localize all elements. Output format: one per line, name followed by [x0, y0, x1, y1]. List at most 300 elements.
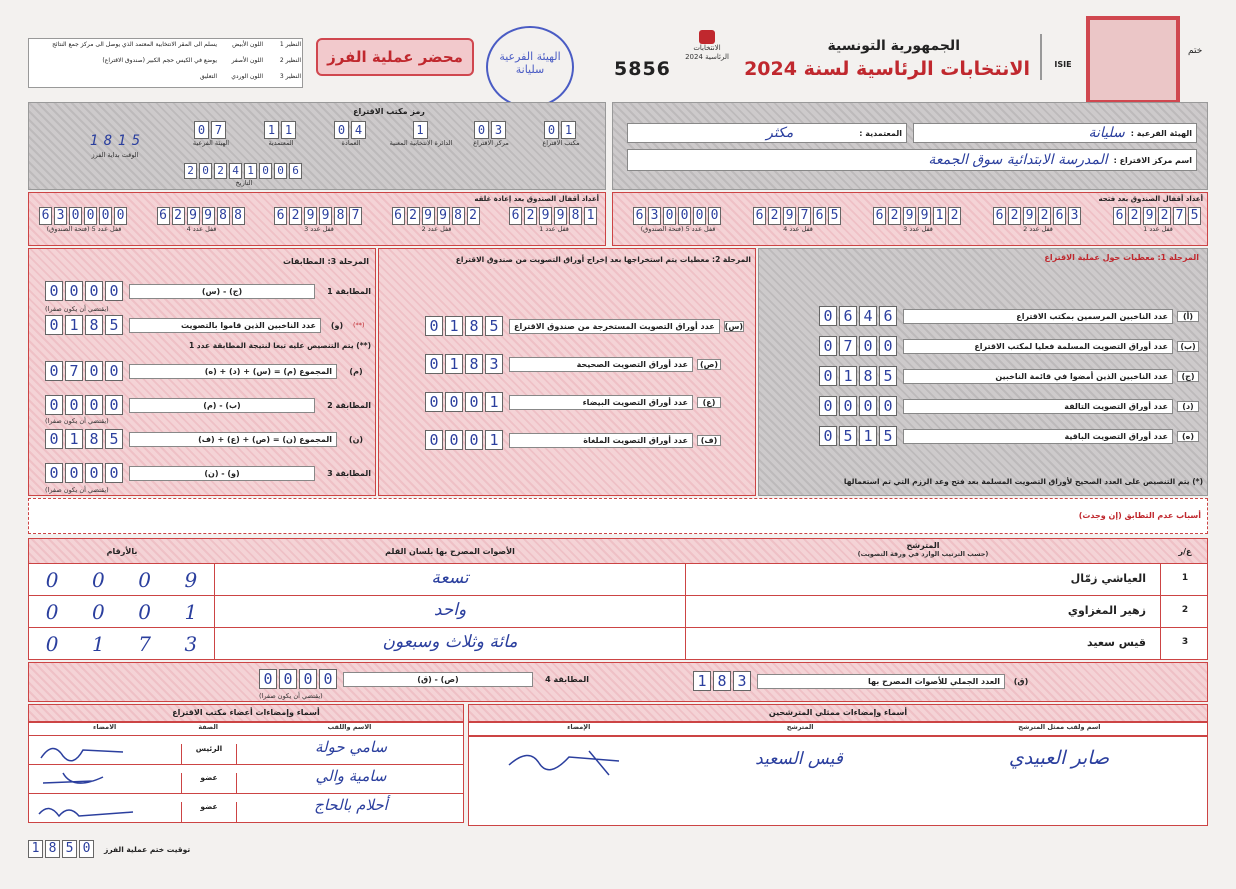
digit: 0 [45, 463, 63, 483]
stage1-digits [819, 306, 899, 326]
stage2-label: عدد أوراق التصويت المستخرجة من صندوق الاقتراع [509, 319, 720, 334]
election-logo-text: الانتخابات الرئاسية 2024 [685, 44, 729, 61]
seals-before-block [612, 192, 1208, 246]
seal-label: قفل عدد 4 [783, 225, 813, 233]
digit: 0 [663, 207, 676, 225]
digit: 2 [1008, 207, 1021, 225]
digit: 2 [888, 207, 901, 225]
stage3-block [28, 248, 376, 496]
mismatch-row [28, 498, 1208, 534]
digit: 5 [839, 426, 857, 446]
candidate-row [28, 628, 1208, 660]
stage1-title: المرحلة 1: معطيات حول عملية الاقتراع [1044, 253, 1199, 262]
candidate-name: العياشي زمّال [685, 564, 1161, 595]
center-label: اسم مركز الاقتراع : [1113, 155, 1192, 165]
digit: 0 [92, 567, 105, 592]
seal-label: قفل عدد 2 [421, 225, 452, 233]
digit: 2 [407, 207, 420, 225]
member-signature-icon [33, 796, 177, 820]
digit: 9 [184, 567, 198, 592]
digit: 6 [509, 207, 522, 225]
digit: 6 [993, 207, 1006, 225]
copy-desc: يوضع في الكيس حجم الكبير (صندوق الاقتراع) [102, 57, 217, 64]
seals-before-title: أعداد أقفال الصندوق بعد فتحه [1098, 195, 1203, 203]
match4-formula: (ص) - (ق) [343, 672, 533, 687]
stage2-digits [425, 430, 505, 450]
total-votes-label: العدد الجملي للأصوات المصرح بها [757, 674, 1005, 689]
digit: 6 [39, 207, 52, 225]
digit: 0 [839, 396, 857, 416]
digit: 0 [279, 669, 297, 689]
digit: 6 [274, 207, 287, 225]
seal-item [157, 207, 247, 245]
copy-color: اللون الوردي [231, 73, 263, 80]
seal-digits [753, 207, 843, 225]
seals-before-list [633, 207, 1203, 245]
seal-digits [633, 207, 723, 225]
stage2-digits [425, 354, 505, 374]
seal-item [873, 207, 963, 245]
seal-label: قفل عدد 5 (فتحة الصندوق) [46, 225, 122, 233]
stage3-title: المرحلة 3: المطابقات [282, 257, 369, 266]
digit: 5 [105, 315, 123, 335]
office-field-label: العمادة [341, 139, 361, 147]
digit: 6 [157, 207, 170, 225]
stage2-code: (ع) [697, 397, 721, 408]
seals-after-list [39, 207, 599, 245]
match3-label: المطابقة 3 [327, 468, 371, 478]
regional-code [69, 133, 161, 159]
stage2-block [378, 248, 756, 496]
member-name: أحلام بالحاج [314, 796, 388, 814]
digit: 2 [214, 163, 227, 179]
digit: 0 [138, 599, 151, 624]
digit: 0 [65, 281, 83, 301]
digit: 1 [445, 354, 463, 374]
digit: 8 [85, 429, 103, 449]
match4-digits [259, 669, 339, 689]
digit: 6 [813, 207, 826, 225]
seal-digits [157, 207, 247, 225]
cand-header [28, 538, 1208, 564]
digit: 2 [768, 207, 781, 225]
digit: 0 [85, 463, 103, 483]
members-header [28, 722, 464, 736]
signatures-block [28, 704, 1208, 826]
digit: 9 [319, 207, 332, 225]
republic-title: الجمهورية التونسية [827, 38, 960, 54]
digit: 0 [445, 392, 463, 412]
candidate-votes-digits [29, 596, 215, 627]
candidate-name: زهير المغزاوي [685, 596, 1161, 627]
seal-label: قفل عدد 1 [1143, 225, 1173, 233]
digit: 0 [425, 354, 443, 374]
digit: 0 [105, 361, 123, 381]
copy-label: النظير 2 [279, 57, 301, 64]
match1-digits [45, 281, 125, 301]
members-header-name: الاسم واللقب [327, 723, 372, 731]
stamp-text: الهيئة الفرعية سليانة [499, 50, 561, 76]
stage1-label: عدد أوراق التصويت التالفة [903, 399, 1173, 414]
digit: 2 [524, 207, 537, 225]
total-m-label: المجموع (م) = (س) + (د) + (ه) [129, 364, 337, 379]
digit: 0 [79, 840, 94, 858]
match1-note: (يقتضي أن يكون صفرا) [45, 305, 109, 313]
digit: 1 [485, 392, 503, 412]
match2-digits [45, 395, 125, 415]
isie-text: ISIE [1054, 60, 1072, 69]
digit: 0 [859, 336, 877, 356]
form-title: محضر عملية الفرز [316, 38, 474, 76]
match3-formula: (و) - (ن) [129, 466, 315, 481]
digit: 0 [544, 121, 559, 139]
digit: 5 [1188, 207, 1201, 225]
header-name [685, 541, 1161, 558]
office-field-label: الهيئة الفرعية [192, 139, 230, 147]
regional-code-digits [69, 133, 161, 151]
digit: 8 [85, 315, 103, 335]
digit: 7 [798, 207, 811, 225]
stage2-label: عدد أوراق التصويت البيضاء [509, 395, 693, 410]
total-votes-code: (ق) [1013, 676, 1029, 686]
digit: 8 [45, 840, 60, 858]
digit: 9 [783, 207, 796, 225]
reps-body [468, 736, 1208, 826]
digit: 8 [465, 316, 483, 336]
digit: 8 [217, 207, 230, 225]
member-row [28, 765, 464, 794]
digit: 6 [753, 207, 766, 225]
digit: 0 [445, 430, 463, 450]
digit: 2 [289, 207, 302, 225]
regional-field [913, 123, 1197, 143]
digit: 0 [819, 366, 837, 386]
candidate-votes-words: تسعة [431, 568, 469, 588]
office-field-digits [179, 121, 243, 139]
digit: 3 [491, 121, 506, 139]
end-time-label: توقيت ختم عملية الفرز [104, 844, 191, 854]
stage1-code: (أ) [1177, 311, 1199, 322]
end-time-digits [28, 840, 96, 858]
seal-item [753, 207, 843, 245]
digit: 1 [859, 426, 877, 446]
digit: 7 [839, 336, 857, 356]
digit: 7 [211, 121, 226, 139]
regional-code-label: الوقت بداية الفرز [91, 151, 139, 159]
members-header-sign: الامضاء [93, 723, 117, 731]
seal-digits [993, 207, 1083, 225]
stage2-row [425, 429, 721, 451]
match2-row [45, 393, 371, 417]
copy-color: اللون الأبيض [232, 41, 263, 48]
digit: 2 [948, 207, 961, 225]
digit: 5 [131, 133, 141, 149]
match2-note: (يقتضي أن يكون صفرا) [45, 417, 109, 425]
office-code-title: رمز مكتب الاقتراع [353, 107, 425, 116]
match1-formula: (ج) - (س) [129, 284, 315, 299]
voters-row [45, 313, 371, 337]
digit: 1 [65, 315, 83, 335]
header-digits: بالأرقام [106, 547, 138, 556]
digit: 6 [1113, 207, 1126, 225]
election-title: الانتخابات الرئاسية لسنة 2024 [744, 58, 1030, 80]
office-field-label: مكتب الاقتراع [542, 139, 580, 147]
member-name: سامي حولة [314, 738, 388, 756]
digit: 0 [138, 567, 151, 592]
digit: 0 [425, 430, 443, 450]
digit: 1 [92, 631, 105, 656]
digit: 0 [45, 395, 63, 415]
digit: 2 [1158, 207, 1171, 225]
digit: 6 [1053, 207, 1066, 225]
match1-row [45, 279, 371, 303]
member-row [28, 794, 464, 823]
match4-note: (يقتضي أن يكون صفرا) [259, 692, 323, 700]
digit: 0 [879, 396, 897, 416]
digit: 9 [1143, 207, 1156, 225]
office-field-digits [459, 121, 523, 139]
office-field-digits [389, 121, 453, 139]
digit: 8 [232, 207, 245, 225]
header-name-text: المترشح [906, 541, 940, 550]
match3-digits [45, 463, 125, 483]
office-field-label: المعتمدية [268, 139, 294, 147]
digit: 3 [733, 671, 751, 691]
rep-name: صابر العبيدي [1008, 747, 1110, 769]
digit: 4 [229, 163, 242, 179]
stage1-digits [819, 396, 899, 416]
members-rows [28, 736, 464, 826]
digit: 7 [1173, 207, 1186, 225]
reps-header [468, 722, 1208, 736]
stage1-code: (د) [1177, 401, 1199, 412]
digit: 9 [539, 207, 552, 225]
digit: 0 [465, 430, 483, 450]
digit: 0 [425, 316, 443, 336]
stage1-label: عدد الناخبين الذين أمضوا في قائمة الناخبين [903, 369, 1173, 384]
digit: 0 [84, 207, 97, 225]
stage2-row [425, 315, 744, 337]
cand-rows [28, 564, 1208, 662]
stage1-code: (ج) [1177, 371, 1199, 382]
digit: 4 [351, 121, 366, 139]
digit: 0 [92, 599, 105, 624]
date-label: التاريخ [235, 179, 253, 187]
digit: 8 [859, 366, 877, 386]
digit: 0 [859, 396, 877, 416]
stage2-code: (س) [724, 321, 744, 331]
candidate-number: 3 [1181, 637, 1189, 647]
digit: 0 [819, 306, 837, 326]
rep-signature-icon [499, 743, 649, 779]
stage1-row [819, 395, 1199, 417]
total-m-code: (م) [349, 366, 363, 376]
seals-after-title: أعداد أقفال الصندوق بعد إعادة غلقه [474, 195, 599, 203]
members-title-bar [28, 704, 464, 722]
stage2-rows [425, 315, 744, 465]
delegation-label: المعتمدية : [859, 128, 902, 138]
seal-label: قفل عدد 3 [304, 225, 334, 233]
member-role: عضو [181, 773, 237, 793]
digit: 3 [485, 354, 503, 374]
digit: 0 [693, 207, 706, 225]
digit: 0 [819, 426, 837, 446]
seal-digits [509, 207, 599, 225]
digit: 1 [485, 430, 503, 450]
match1-label: المطابقة 1 [327, 286, 371, 296]
digit: 1 [244, 163, 257, 179]
digit: 0 [819, 336, 837, 356]
member-role: الرئيس [181, 744, 237, 764]
total-m-digits [45, 361, 125, 381]
red-seal-icon [1086, 16, 1180, 104]
digit: 0 [708, 207, 721, 225]
stage1-digits [819, 336, 899, 356]
total-m-row [45, 359, 371, 383]
copy-color: اللون الأصفر [231, 57, 263, 64]
copy-row [29, 41, 304, 55]
digit: 0 [299, 669, 317, 689]
digit: 0 [319, 669, 337, 689]
seals-after-block [28, 192, 606, 246]
total-n-label: المجموع (ن) = (ص) + (ع) + (ف) [129, 432, 337, 447]
member-signature-icon [33, 767, 177, 791]
digit: 0 [45, 281, 63, 301]
digit: 2 [184, 163, 197, 179]
digit: 0 [85, 361, 103, 381]
digit: 9 [918, 207, 931, 225]
digit: 3 [184, 631, 198, 656]
seal-digits [392, 207, 482, 225]
stage2-title: المرحلة 2: معطيات يتم استخراجها بعد إخراج أوراق التصويت من صندوق الاقتراع [455, 255, 751, 264]
match2-formula: (ب) - (م) [129, 398, 315, 413]
office-field [389, 121, 453, 147]
reps-title-bar [468, 704, 1208, 722]
stage1-row [819, 305, 1199, 327]
stage2-code: (ف) [697, 435, 721, 446]
total-n-digits [45, 429, 125, 449]
center-value: المدرسة الابتدائية سوق الجمعة [928, 152, 1108, 168]
digit: 0 [425, 392, 443, 412]
digit: 2 [172, 207, 185, 225]
digit: 5 [485, 316, 503, 336]
digit: 0 [69, 207, 82, 225]
digit: 9 [422, 207, 435, 225]
digit: 8 [103, 133, 113, 149]
office-code-block [28, 102, 606, 190]
header-words: الأصوات المصرح بها بلسان القلم [385, 547, 515, 556]
stage1-row [819, 425, 1199, 447]
seal-label: قفل عدد 2 [1023, 225, 1053, 233]
seal-item [274, 207, 364, 245]
digit: 0 [259, 163, 272, 179]
digit: 2 [1038, 207, 1051, 225]
candidate-votes-digits [29, 628, 215, 659]
digit: 6 [873, 207, 886, 225]
digit: 0 [274, 163, 287, 179]
digit: 1 [89, 133, 99, 149]
match2-label: المطابقة 2 [327, 400, 371, 410]
reps-header-sign: الإمضاء [567, 723, 591, 731]
seal-digits [873, 207, 963, 225]
seal-item [39, 207, 129, 245]
digit: 0 [194, 121, 209, 139]
stage1-code: (ب) [1177, 341, 1199, 352]
seal-digits [274, 207, 364, 225]
candidate-votes-digits [29, 564, 215, 595]
seal-label: قفل عدد 4 [186, 225, 217, 233]
digit: 0 [259, 669, 277, 689]
digit: 1 [264, 121, 279, 139]
copies-legend [28, 38, 303, 88]
member-name: سامية والي [315, 767, 387, 785]
total-n-code: (ن) [348, 434, 364, 444]
delegation-value: مكثر [766, 125, 794, 141]
date-field [184, 163, 304, 187]
voters-code: (و) [330, 320, 344, 330]
digit: 6 [633, 207, 646, 225]
match3-row [45, 461, 371, 485]
digit: 8 [465, 354, 483, 374]
digit: 0 [85, 395, 103, 415]
digit: 7 [65, 361, 83, 381]
digit: 0 [99, 207, 112, 225]
candidate-name: قيس سعيد [685, 628, 1161, 659]
digit: 0 [114, 207, 127, 225]
digit: 7 [138, 631, 151, 656]
digit: 0 [465, 392, 483, 412]
members-header-role: الصفة [198, 723, 219, 731]
match1-footnote: (**) يتم التنصيص عليه تبعا لنتيجة المطابقة عدد 1 [188, 341, 371, 350]
candidates-table [28, 538, 1208, 662]
member-signature-icon [33, 738, 177, 762]
end-time-row [28, 838, 268, 860]
digit: 3 [648, 207, 661, 225]
seal-item [509, 207, 599, 245]
member-role: عضو [181, 802, 237, 822]
stage1-row [819, 365, 1199, 387]
seal-note: ختم [1188, 46, 1203, 56]
digit: 8 [569, 207, 582, 225]
digit: 0 [45, 567, 59, 592]
stage2-label: عدد أوراق التصويت الملغاة [509, 433, 693, 448]
election-logo-icon [682, 30, 732, 90]
digit: 1 [28, 840, 43, 858]
stage1-rows [819, 305, 1199, 455]
copy-row [29, 57, 304, 71]
digit: 2 [1128, 207, 1141, 225]
digit: 6 [392, 207, 405, 225]
rep-candidate: قيس السعيد [755, 749, 843, 769]
digit: 0 [105, 281, 123, 301]
member-row [28, 736, 464, 765]
seal-digits [39, 207, 129, 225]
digit: 0 [45, 315, 63, 335]
digit: 1 [584, 207, 597, 225]
seal-item [633, 207, 723, 245]
total-n-row [45, 427, 371, 451]
seal-item [392, 207, 482, 245]
reps-title: أسماء وإمضاءات ممثلي المترشحين [768, 708, 908, 717]
digit: 1 [184, 599, 198, 624]
copy-label: النظير 1 [279, 41, 301, 48]
header-num: ع/ر [1178, 547, 1192, 556]
copy-desc: يسلم الى المقر الانتخابية المعتمد الذي يوصل الى مركز جمع النتائج [52, 41, 217, 48]
candidate-row [28, 564, 1208, 596]
digit: 1 [693, 671, 711, 691]
digit: 0 [65, 463, 83, 483]
stage1-note: (*) يتم التنصيص على العدد الصحيح لأوراق التصويت المسلمة بعد فتح وعد الرزم التي تم استعمالها [843, 477, 1203, 486]
